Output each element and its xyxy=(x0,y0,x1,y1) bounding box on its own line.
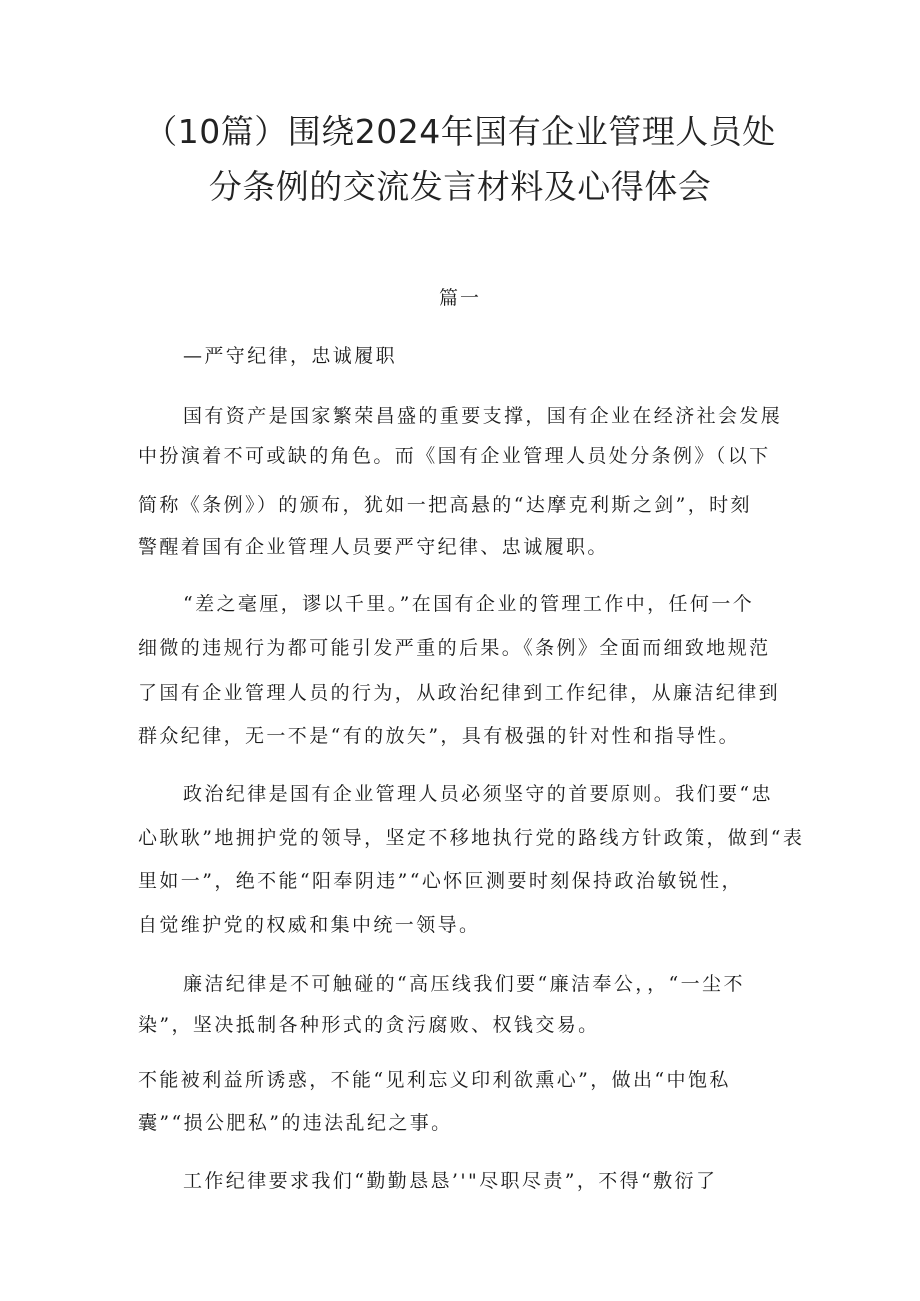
paragraph-2-line-1: “差之毫厘，谬以千里。”在国有企业的管理工作中，任何一个 xyxy=(183,593,755,615)
paragraph-5-line-2: 囊”“损公肥私”的违法乱纪之事。 xyxy=(138,1112,453,1134)
paragraph-6-line-1: 工作纪律要求我们“勤勤恳恳’'"尽职尽责”，不得“敷衍了 xyxy=(183,1170,718,1192)
section-heading: 篇一 xyxy=(438,287,481,309)
paragraph-2-line-3: 了国有企业管理人员的行为，从政治纪律到工作纪律，从廉洁纪律到 xyxy=(138,682,781,704)
paragraph-1-line-1: 国有资产是国家繁荣昌盛的重要支撑，国有企业在经济社会发展 xyxy=(183,405,783,427)
paragraph-1-line-2: 中扮演着不可或缺的角色。而《国有企业管理人员处分条例》（以下 xyxy=(138,445,771,467)
paragraph-3-line-4: 自觉维护党的权威和集中统一领导。 xyxy=(138,914,481,936)
paragraph-5-line-1: 不能被利益所诱惑，不能“见利忘义印利欲熏心”，做出“中饱私 xyxy=(138,1069,731,1091)
paragraph-4-line-2: 染”，坚决抵制各种形式的贪污腐败、权钱交易。 xyxy=(138,1014,600,1036)
document-title-line-2: 分条例的交流发言材料及心得体会 xyxy=(208,167,712,206)
paragraph-3-line-2: 心耿耿”地拥护党的领导，坚定不移地执行党的路线方针政策，做到“表 xyxy=(138,827,805,849)
paragraph-1-line-3: 简称《条例》）的颁布，犹如一把高悬的“达摩克利斯之剑”，时刻 xyxy=(138,494,752,516)
paragraph-2-line-2: 细微的违规行为都可能引发严重的后果。《条例》全面而细致地规范 xyxy=(138,637,771,659)
paragraph-3-line-3: 里如一”，绝不能“阳奉阴违”“心怀叵测要时刻保持政治敏锐性， xyxy=(138,870,743,892)
section-subheading: —严守纪律，忠诚履职 xyxy=(183,345,398,367)
document-title-line-1: （10篇）围绕2024年国有企业管理人员处 xyxy=(144,112,776,151)
paragraph-2-line-4: 群众纪律，无一不是“有的放矢”，具有极强的针对性和指导性。 xyxy=(138,725,741,747)
paragraph-3-line-1: 政治纪律是国有企业管理人员必须坚守的首要原则。我们要“忠 xyxy=(183,783,773,805)
paragraph-1-line-4: 警醒着国有企业管理人员要严守纪律、忠诚履职。 xyxy=(138,536,609,558)
paragraph-4-line-1: 廉洁纪律是不可触碰的“高压线我们要“廉洁奉公，，“一尘不 xyxy=(183,973,745,995)
